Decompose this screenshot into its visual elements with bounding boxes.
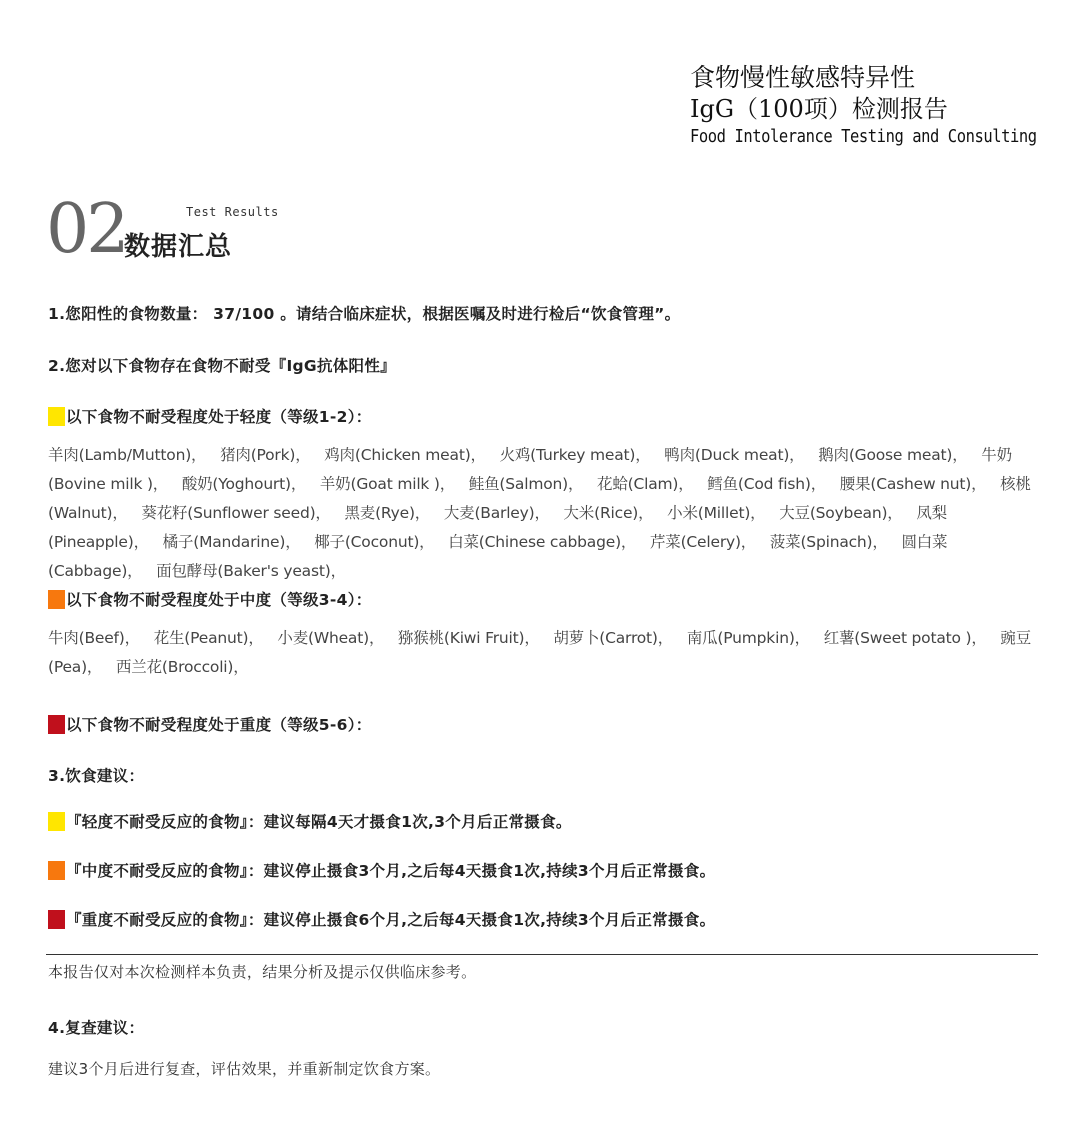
section-subtitle-en: Test Results [186, 205, 279, 219]
report-title-en: Food Intolerance Testing and Consulting [690, 126, 1037, 147]
food-item: 白菜(Chinese cabbage)， [448, 533, 637, 551]
mild-advice-swatch [48, 812, 65, 831]
diet-advice-heading: 3.饮食建议： [48, 767, 145, 785]
diet-advice-moderate-text: 『中度不耐受反应的食物』：建议停止摄食3个月,之后每4天摄食1次,持续3个月后正常摄食。 [66, 862, 716, 880]
food-item: 牛奶(Bovine milk )， [48, 446, 1012, 493]
report-title-cn: 食物慢性敏感特异性 [690, 63, 916, 92]
severe-level-heading [48, 713, 372, 735]
food-item: 葵花籽(Sunflower seed)， [141, 504, 331, 522]
food-item: 羊肉(Lamb/Mutton)， [48, 446, 207, 464]
food-item: 鲑鱼(Salmon)， [468, 475, 584, 493]
food-item: 圆白菜(Cabbage)， [48, 533, 948, 580]
recheck-text: 建议3个月后进行复查，评估效果，并重新制定饮食方案。 [48, 1060, 441, 1078]
food-item: 鹅肉(Goose meat)， [818, 446, 968, 464]
mild-color-swatch [48, 407, 65, 426]
food-item: 鳕鱼(Cod fish)， [707, 475, 827, 493]
food-item: 酸奶(Yoghourt)， [181, 475, 307, 493]
food-item: 黑麦(Rye)， [344, 504, 431, 522]
food-item: 羊奶(Goat milk )， [319, 475, 456, 493]
food-item: 小米(Millet)， [667, 504, 766, 522]
diet-advice-moderate [48, 859, 715, 881]
report-title-block [690, 62, 1070, 150]
moderate-advice-swatch [48, 861, 65, 880]
food-item: 红薯(Sweet potato )， [823, 629, 987, 647]
food-item: 花蛤(Clam)， [597, 475, 694, 493]
mild-level-heading-text: 以下食物不耐受程度处于轻度（等级1-2）： [66, 408, 372, 426]
food-item: 大麦(Barley)， [443, 504, 550, 522]
food-item: 牛肉(Beef)， [48, 629, 140, 647]
mild-food-list [48, 441, 1040, 586]
diet-advice-severe [48, 908, 715, 930]
food-item: 小麦(Wheat)， [277, 629, 385, 647]
positive-count-line: 1.您阳性的食物数量： 37/100 。请结合临床症状，根据医嘱及时进行检后“饮食管理”。 [48, 305, 681, 323]
food-item: 大豆(Soybean)， [779, 504, 903, 522]
food-item: 南瓜(Pumpkin)， [686, 629, 810, 647]
food-item: 猕猴桃(Kiwi Fruit)， [397, 629, 540, 647]
food-item: 猪肉(Pork)， [220, 446, 311, 464]
food-item: 鸭肉(Duck meat)， [664, 446, 805, 464]
report-title-cn-line2: IgG（100项）检测报告 [690, 95, 948, 123]
food-item: 菠菜(Spinach)， [769, 533, 888, 551]
food-item: 面包酵母(Baker's yeast)， [156, 562, 346, 580]
moderate-level-heading-text: 以下食物不耐受程度处于中度（等级3-4）： [66, 591, 372, 609]
section-divider [46, 954, 1038, 955]
food-item: 椰子(Coconut)， [314, 533, 435, 551]
severe-advice-swatch [48, 910, 65, 929]
food-item: 橘子(Mandarine)， [162, 533, 301, 551]
food-item: 豌豆(Pea)， [48, 629, 1032, 676]
severe-color-swatch [48, 715, 65, 734]
moderate-level-heading [48, 588, 372, 610]
food-item: 大米(Rice)， [563, 504, 654, 522]
moderate-food-list [48, 624, 1040, 682]
diet-advice-mild-text: 『轻度不耐受反应的食物』：建议每隔4天才摄食1次,3个月后正常摄食。 [66, 813, 572, 831]
food-item: 花生(Peanut)， [153, 629, 264, 647]
food-item: 核桃(Walnut)， [48, 475, 1031, 522]
disclaimer-text: 本报告仅对本次检测样本负责，结果分析及提示仅供临床参考。 [48, 963, 477, 981]
recheck-heading: 4.复查建议： [48, 1019, 145, 1037]
diet-advice-mild [48, 810, 572, 832]
mild-level-heading [48, 405, 372, 427]
food-item: 腰果(Cashew nut)， [839, 475, 987, 493]
moderate-color-swatch [48, 590, 65, 609]
severe-level-heading-text: 以下食物不耐受程度处于重度（等级5-6）： [66, 716, 372, 734]
intolerance-heading: 2.您对以下食物存在食物不耐受『IgG抗体阳性』 [48, 357, 396, 375]
food-item: 凤梨(Pineapple)， [48, 504, 947, 551]
diet-advice-severe-text: 『重度不耐受反应的食物』：建议停止摄食6个月,之后每4天摄食1次,持续3个月后正常摄食。 [66, 911, 716, 929]
food-item: 鸡肉(Chicken meat)， [324, 446, 486, 464]
food-item: 芹菜(Celery)， [649, 533, 757, 551]
food-item: 胡萝卜(Carrot)， [553, 629, 674, 647]
food-item: 火鸡(Turkey meat)， [499, 446, 651, 464]
section-title: 数据汇总 [124, 232, 233, 262]
section-number: 02 [46, 190, 127, 269]
food-item: 西兰花(Broccoli)， [115, 658, 249, 676]
